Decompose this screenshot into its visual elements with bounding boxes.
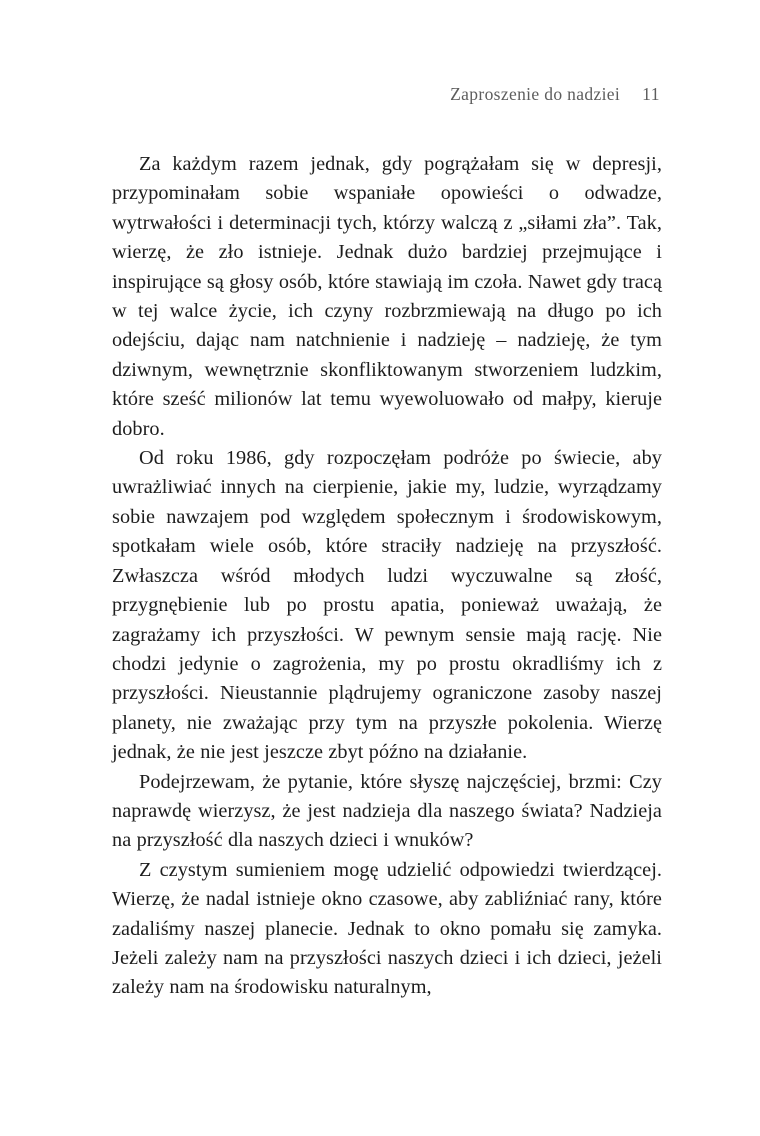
paragraph-4: Z czystym sumieniem mogę udzielić odpowiedzi twierdzącej. Wierzę, że nadal istnieje okno czasowe, aby zabliźniać rany, które zadaliśmy naszej planecie. Jednak to okno pomału się zamyka. Jeżeli zależy nam na przyszłości naszych dzieci i ich dzieci, jeżeli zależy nam na środowisku naturalnym, bbox=[112, 858, 662, 999]
running-header-title: Zaproszenie do nadziei bbox=[450, 84, 621, 104]
body-text-block bbox=[112, 150, 662, 1003]
paragraph-3: Podejrzewam, że pytanie, które słyszę najczęściej, brzmi: Czy naprawdę wierzysz, że jest nadzieja dla naszego świata? Nadzieja na przyszłość dla naszych dzieci i wnuków? bbox=[112, 770, 662, 852]
paragraph-2: Od roku 1986, gdy rozpoczęłam podróże po świecie, aby uwrażliwiać innych na cierpienie, jakie my, ludzie, wyrządzamy sobie nawzajem pod względem społecznym i środowiskowym, spotkałam wiele osób, które straciły nadzieję na przyszłość. Zwłaszcza wśród młodych ludzi wyczuwalne są złość, przygnębienie lub po prostu apatia, ponieważ uważają, że zagrażamy ich przyszłości. W pewnym sensie mają rację. Nie chodzi jedynie o zagrożenia, my po prostu okradliśmy ich z przyszłości. Nieustannie plądrujemy ograniczone zasoby naszej planety, nie zważając przy tym na przyszłe pokolenia. Wierzę jednak, że nie jest jeszcze zbyt późno na działanie. bbox=[112, 447, 662, 764]
paragraph-1: Za każdym razem jednak, gdy pogrążałam się w depresji, przypominałam sobie wspaniałe opowieści o odwadze, wytrwałości i determinacji tych, którzy walczą z „siłami zła”. Tak, wierzę, że zło istnieje. Jednak dużo bardziej przejmujące i inspirujące są głosy osób, które stawiają im czoła. Nawet gdy tracą w tej walce życie, ich czyny rozbrzmiewają na długo po ich odejściu, dając nam natchnienie i nadzieję – nadzieję, że tym dziwnym, wewnętrznie skonfliktowanym stworzeniem ludzkim, które sześć milionów lat temu wyewoluowało od małpy, kieruje dobro. bbox=[112, 153, 662, 440]
page-number: 11 bbox=[642, 84, 660, 104]
running-header bbox=[112, 84, 660, 105]
